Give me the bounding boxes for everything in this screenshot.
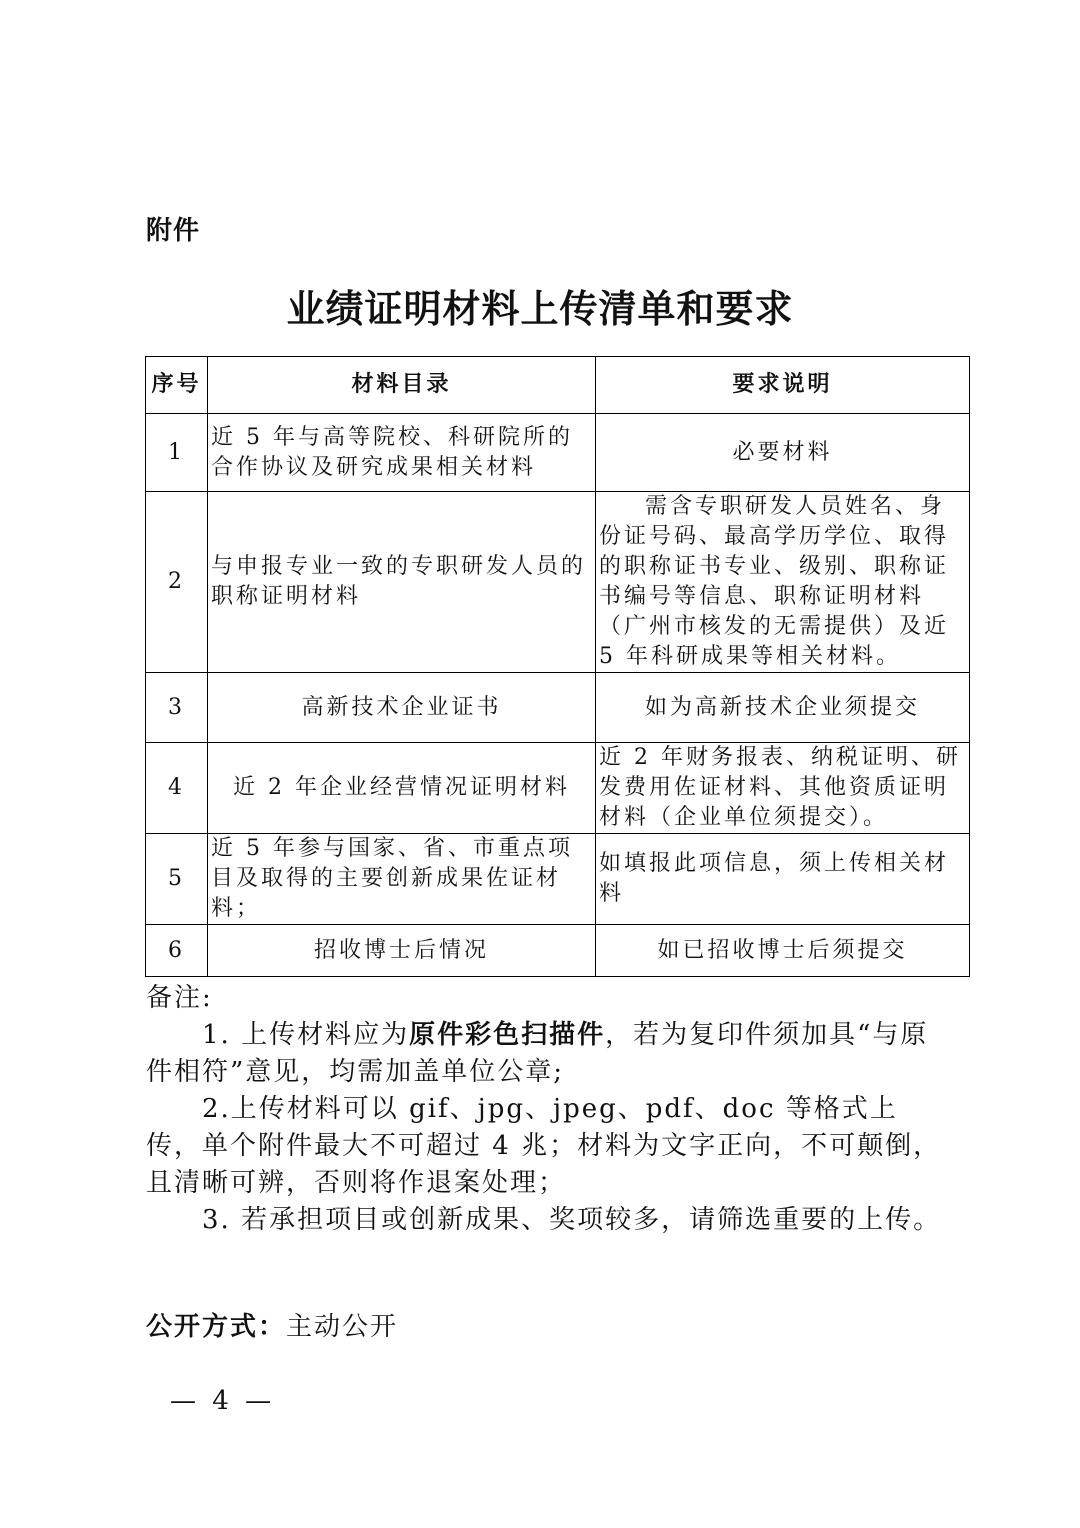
table-row (146, 414, 970, 492)
attachment-label: 附件 (146, 216, 201, 246)
row-material: 高新技术企业证书 (208, 673, 596, 743)
page-number: — 4 — (170, 1386, 276, 1416)
row-number: 6 (146, 925, 208, 977)
disclosure-line (146, 1306, 398, 1343)
row-requirement: 需含专职研发人员姓名、身份证号码、最高学历学位、取得的职称证书专业、级别、职称证书编号等信息、职称证明材料（广州市核发的无需提供）及近 5 年科研成果等相关材料。 (596, 492, 970, 673)
row-number: 1 (146, 414, 208, 492)
row-requirement: 必要材料 (596, 414, 970, 492)
table-row (146, 492, 970, 673)
row-material: 近 5 年参与国家、省、市重点项目及取得的主要创新成果佐证材料； (208, 834, 596, 925)
table-header-row (146, 357, 970, 414)
row-number: 2 (146, 492, 208, 673)
row-material: 近 5 年与高等院校、科研院所的合作协议及研究成果相关材料 (208, 414, 596, 492)
header-number: 序号 (146, 357, 208, 414)
note-item-1 (146, 1017, 946, 1091)
row-number: 5 (146, 834, 208, 925)
row-requirement: 如已招收博士后须提交 (596, 925, 970, 977)
notes-heading: 备注: (146, 983, 213, 1013)
table-row (146, 673, 970, 743)
note-1-tail: ，若为复印件须加具“与原件相符”意见，均需加盖单位公章; (146, 1020, 929, 1087)
row-number: 4 (146, 743, 208, 834)
header-requirement: 要求说明 (596, 357, 970, 414)
document-title: 业绩证明材料上传清单和要求 (286, 287, 794, 331)
note-1-lead: 1. 上传材料应为 (202, 1020, 410, 1050)
row-number: 3 (146, 673, 208, 743)
row-material: 招收博士后情况 (208, 925, 596, 977)
row-requirement: 如填报此项信息，须上传相关材料 (596, 834, 970, 925)
table-row (146, 743, 970, 834)
notes-section (146, 980, 946, 1239)
note-item-2: 2.上传材料可以 gif、jpg、jpeg、pdf、doc 等格式上传，单个附件最大不可超过 4 兆；材料为文字正向，不可颠倒，且清晰可辨，否则将作退案处理； (146, 1094, 942, 1198)
row-requirement: 如为高新技术企业须提交 (596, 673, 970, 743)
row-material: 与申报专业一致的专职研发人员的职称证明材料 (208, 492, 596, 673)
disclosure-value: 主动公开 (286, 1312, 399, 1342)
row-requirement: 近 2 年财务报表、纳税证明、研发费用佐证材料、其他资质证明材料（企业单位须提交）。 (596, 743, 970, 834)
table-row (146, 925, 970, 977)
header-material: 材料目录 (208, 357, 596, 414)
note-item-3: 3. 若承担项目或创新成果、奖项较多，请筛选重要的上传。 (202, 1205, 942, 1235)
row-material: 近 2 年企业经营情况证明材料 (208, 743, 596, 834)
disclosure-label: 公开方式： (146, 1312, 287, 1342)
table-row (146, 834, 970, 925)
note-1-emphasis: 原件彩色扫描件 (409, 1020, 606, 1050)
materials-table (145, 356, 970, 977)
